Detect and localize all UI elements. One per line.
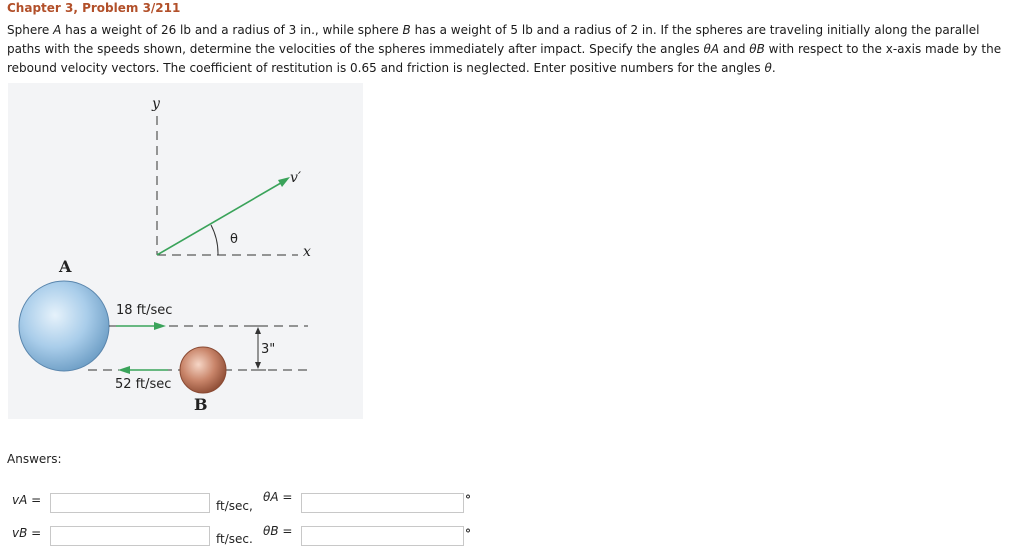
- theta-a-label: [263, 490, 292, 504]
- var-b: B: [402, 23, 411, 37]
- x-axis-label: x: [303, 244, 311, 260]
- vprime-label: v′: [290, 170, 302, 186]
- vb-input[interactable]: [50, 526, 210, 546]
- arrow-a-head: [154, 322, 166, 330]
- va-label: [12, 493, 41, 507]
- vb-label-text: vB =: [12, 526, 42, 540]
- problem-text: and: [719, 42, 750, 56]
- problem-text: with respect to the x-axis made by the rebound velocity vectors. The coefficient of restitution is 0.65 and friction is neglected. Enter positive numbers for the angles: [7, 42, 1002, 75]
- theta-symbol: θ: [764, 61, 772, 75]
- theta-b-degree: °: [465, 527, 471, 541]
- theta-b-label-text: θB =: [263, 524, 293, 538]
- problem-text: Sphere: [7, 23, 54, 37]
- theta-b-symbol: θB: [749, 42, 765, 56]
- theta-a-label-text: θA =: [263, 490, 293, 504]
- theta-a-symbol: θA: [703, 42, 720, 56]
- var-a: A: [53, 23, 62, 37]
- problem-text: .: [771, 61, 776, 75]
- velocity-arrowhead: [278, 177, 290, 187]
- va-unit: ft/sec,: [216, 499, 253, 513]
- collision-diagram: [8, 83, 363, 419]
- speed-a-label: 18 ft/sec: [116, 303, 173, 318]
- vb-unit: ft/sec.: [216, 532, 253, 546]
- problem-text: has a weight of 5 lb and a radius of 2 in. If the spheres are traveling initially along the parallel paths with the speeds shown, determine the velocities of the spheres immediately after impact. Specify the angles: [7, 23, 980, 56]
- arrow-b-head: [118, 366, 130, 374]
- theta-a-input[interactable]: [301, 493, 464, 513]
- offset-label: 3": [261, 342, 276, 357]
- problem-text: has a weight of 26 lb and a radius of 3 in., while sphere: [61, 23, 403, 37]
- problem-title: Chapter 3, Problem 3/211: [7, 1, 181, 15]
- theta-b-label: [263, 524, 292, 538]
- va-label-text: vA =: [12, 493, 42, 507]
- va-input[interactable]: [50, 493, 210, 513]
- sphere-a: [19, 281, 109, 371]
- theta-label: θ: [230, 232, 238, 247]
- sphere-b-label: B: [194, 395, 208, 414]
- sphere-b: [180, 347, 226, 393]
- offset-dim-arrow-up: [255, 327, 261, 334]
- theta-arc: [211, 225, 218, 255]
- problem-statement: [7, 21, 1012, 78]
- vb-label: [12, 526, 41, 540]
- speed-b-label: 52 ft/sec: [115, 377, 172, 392]
- velocity-vector: [157, 180, 286, 255]
- answers-label: Answers:: [7, 452, 62, 466]
- theta-a-degree: °: [465, 493, 471, 507]
- theta-b-input[interactable]: [301, 526, 464, 546]
- y-axis-label: y: [152, 96, 160, 112]
- sphere-a-label: A: [59, 257, 72, 276]
- offset-dim-arrow-down: [255, 362, 261, 369]
